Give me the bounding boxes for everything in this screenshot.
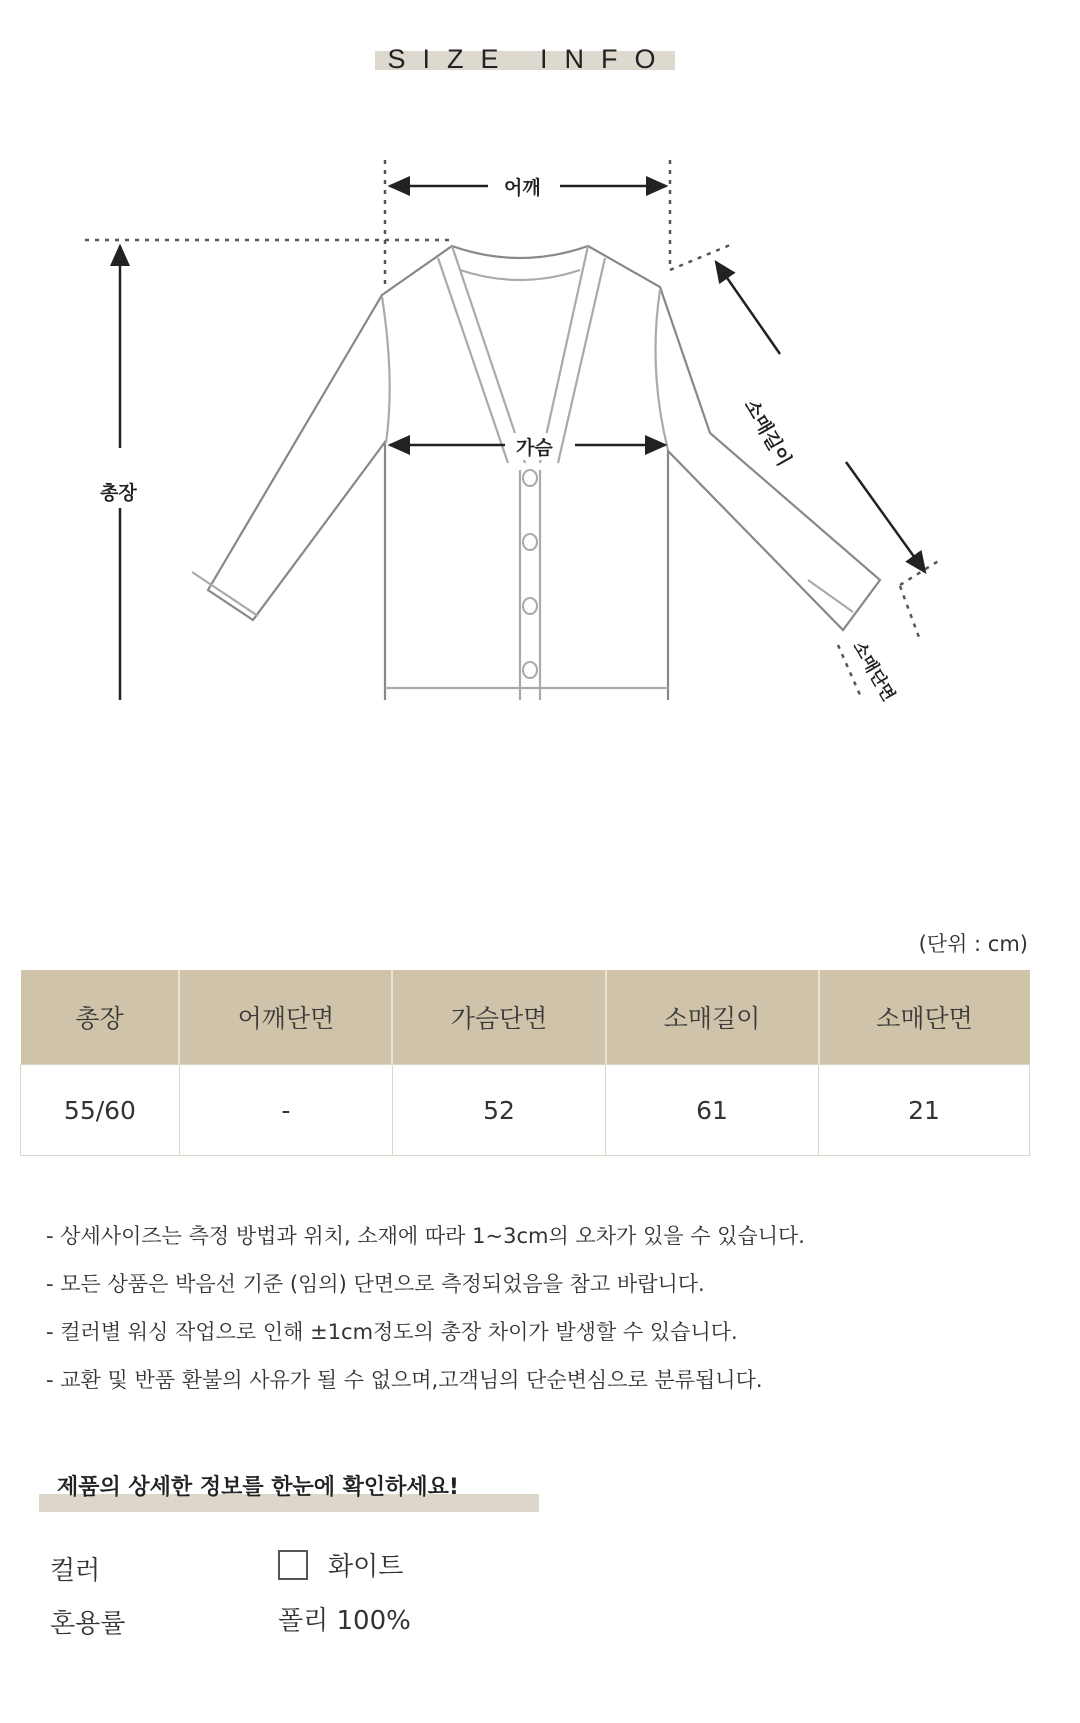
- chest-label: 가슴: [512, 433, 557, 460]
- col-chest-width: 가슴단면: [392, 970, 605, 1065]
- title-text: SIZE INFO: [387, 44, 673, 74]
- col-shoulder-width: 어깨단면: [179, 970, 392, 1065]
- heading-text: 제품의 상세한 정보를 한눈에 확인하세요!: [57, 1475, 459, 1500]
- material-value: 폴리 100%: [278, 1606, 411, 1636]
- shoulder-label: 어깨: [500, 173, 545, 200]
- measurement-notes: [46, 1212, 805, 1404]
- sleeve-length-label: 소매길이: [737, 390, 801, 474]
- cell-sleeve-width: 21: [819, 1065, 1030, 1156]
- note-line: - 모든 상품은 박음선 기준 (임의) 단면으로 측정되었음을 참고 바랍니다.: [46, 1272, 705, 1296]
- table-row: [21, 1065, 1030, 1156]
- unit-label: (단위 : cm): [918, 932, 1028, 956]
- col-sleeve-width: 소매단면: [819, 970, 1030, 1065]
- color-label: 컬러: [50, 1556, 101, 1586]
- total-length-label: 총장: [96, 478, 141, 505]
- cell-chest-width: 52: [392, 1065, 605, 1156]
- color-swatch-icon: [278, 1550, 308, 1580]
- cell-total-length: 55/60: [21, 1065, 180, 1156]
- note-line: - 상세사이즈는 측정 방법과 위치, 소재에 따라 1~3cm의 오차가 있을 수 있습니다.: [46, 1224, 805, 1248]
- note-line: - 컬러별 워싱 작업으로 인해 ±1cm정도의 총장 차이가 발생할 수 있습니다.: [46, 1320, 738, 1344]
- product-info-heading: [39, 1468, 539, 1508]
- col-sleeve-length: 소매길이: [606, 970, 819, 1065]
- color-value-text: 화이트: [328, 1552, 404, 1582]
- col-total-length: 총장: [21, 970, 180, 1065]
- color-value: [278, 1546, 403, 1583]
- size-table: [20, 970, 1030, 1156]
- cell-shoulder-width: -: [179, 1065, 392, 1156]
- sleeve-width-label: 소매단면: [848, 637, 899, 705]
- cell-sleeve-length: 61: [606, 1065, 819, 1156]
- cardigan-measurement-diagram: [0, 140, 1080, 700]
- size-info-title: [375, 42, 675, 76]
- table-header-row: [21, 970, 1030, 1065]
- material-label: 혼용률: [50, 1609, 126, 1639]
- note-line: - 교환 및 반품 환불의 사유가 될 수 없으며,고객님의 단순변심으로 분류됩니다.: [46, 1368, 763, 1392]
